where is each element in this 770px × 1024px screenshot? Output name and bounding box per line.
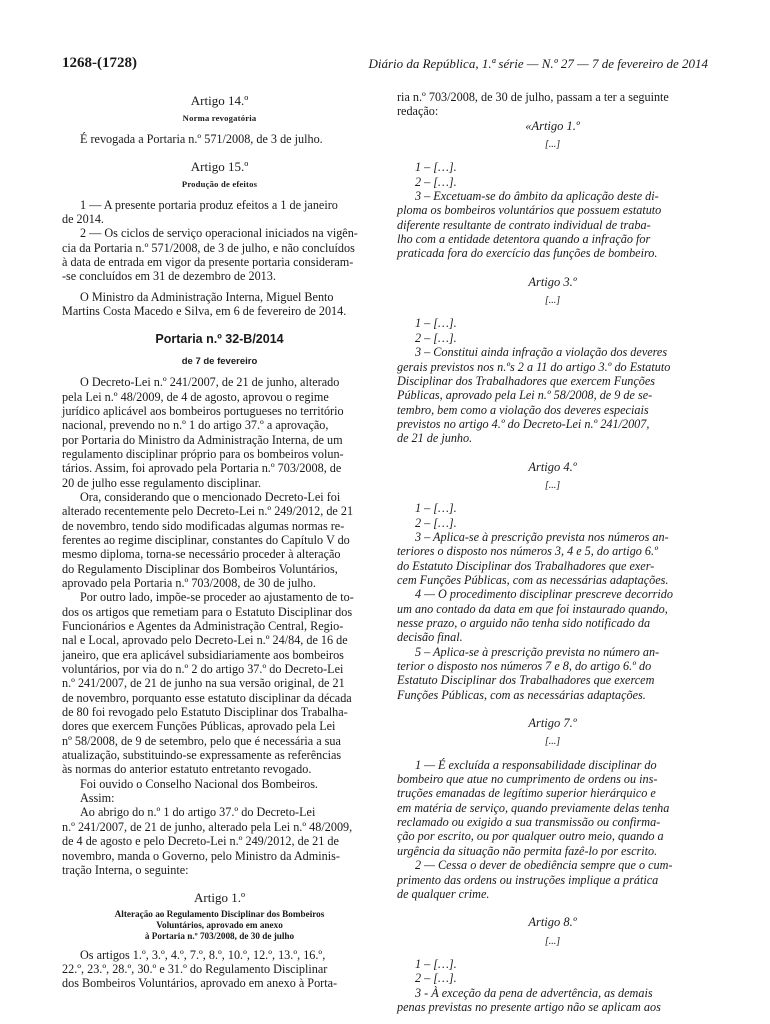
paragraph-line: voluntários, por via do n.º 2 do artigo 37.º do Decreto-Lei (62, 662, 344, 677)
paragraph-line: 4 — O procedimento disciplinar prescreve decorrido (415, 587, 673, 602)
journal-title: Diário da República, 1.ª série — N.º 27 — 7 de fevereiro de 2014 (368, 56, 708, 71)
paragraph-line: nal e Local, aprovado pelo Decreto-Lei n.º 24/84, de 16 de (62, 633, 348, 648)
article-1-subtitle: Alteração ao Regulamento Disciplinar dos Bombeiros (114, 908, 325, 919)
portaria-title: Portaria n.º 32-B/2014 (155, 332, 284, 347)
paragraph-line: 1 – […]. (415, 160, 457, 175)
paragraph-line: O Decreto-Lei n.º 241/2007, de 21 de junho, alterado (80, 375, 340, 390)
ellipsis-marker: [...] (544, 139, 561, 151)
paragraph-line: 1 — É excluída a responsabilidade disciplinar do (415, 757, 657, 772)
paragraph-line: Disciplinar dos Trabalhadores que exercem Funções (397, 373, 656, 388)
paragraph-line: Ora, considerando que o mencionado Decreto-Lei foi (80, 489, 341, 504)
paragraph-line: Assim: (80, 791, 115, 806)
paragraph-line: Funcionários e Agentes da Administração Central, Regio- (62, 619, 344, 633)
ellipsis-marker: [...] (544, 479, 561, 491)
amended-article-7-title: Artigo 7.º (528, 716, 577, 731)
paragraph-line: n.º 241/2007, de 21 de junho na sua versão original, de 21 (62, 676, 345, 691)
ellipsis-marker: [...] (544, 295, 561, 307)
amended-article-1-title: «Artigo 1.º (525, 118, 580, 133)
paragraph-line: 20 de julho esse regulamento disciplinar. (62, 475, 262, 490)
article-1-subtitle: Voluntários, aprovado em anexo (156, 919, 283, 930)
paragraph-line: de novembro, tendo sido modificadas algumas normas re- (62, 518, 345, 533)
paragraph-line: Estatuto Disciplinar dos Trabalhadores que exercem (397, 673, 655, 688)
article-1-subtitle: à Portaria n.º 703/2008, de 30 de julho (144, 930, 295, 941)
paragraph-line: previstos no artigo 4.º do Decreto-Lei n.º 241/2007, (397, 416, 650, 431)
amended-article-4-title: Artigo 4.º (528, 459, 577, 474)
paragraph-line: reclamado ou exigido a sua transmissão ou confirma- (397, 815, 661, 830)
paragraph-line: n.º 241/2007, de 21 de junho, alterado pela Lei n.º 48/2009, (62, 819, 353, 834)
paragraph-line: nesse prazo, o arguido não tenha sido notificado da (397, 616, 651, 630)
paragraph-line: de 4 de agosto e pelo Decreto-Lei n.º 249/2012, de 21 de (62, 834, 339, 849)
paragraph-line: Por outro lado, impõe-se proceder ao ajustamento de to- (80, 590, 354, 605)
paragraph-line: Os artigos 1.º, 3.º, 4.º, 7.º, 8.º, 10.º, 12.º, 13.º, 16.º, (80, 947, 326, 962)
paragraph-line: primento das ordens ou instruções implique a prática (397, 872, 659, 887)
paragraph-line: atualização, substituindo-se expressamente as referências (62, 748, 342, 763)
paragraph-line: gerais previstos nos n.ºs 2 a 11 do artigo 3.º do Estatuto (397, 359, 671, 374)
paragraph-line: 3 – Aplica-se à prescrição prevista nos números an- (415, 529, 669, 544)
paragraph-line: dores que exercem Funções Públicas, aprovado pela Lei (62, 719, 336, 734)
paragraph-line: de novembro, porquanto esse estatuto disciplinar da década (62, 690, 352, 705)
paragraph-line: ção por escrito, ou por qualquer outro meio, quando a (397, 829, 664, 844)
paragraph-line: Ao abrigo do n.º 1 do artigo 37.º do Decreto-Lei (80, 805, 316, 820)
article-14-subtitle: Norma revogatória (182, 113, 257, 124)
paragraph-line: praticada fora do exercício das funções de bombeiro. (397, 246, 658, 261)
paragraph-line: alterado recentemente pelo Decreto-Lei n.º 249/2012, de 21 (62, 504, 354, 519)
article-15-subtitle: Produção de efeitos (181, 179, 258, 190)
paragraph-line: de 80 foi revogado pelo Estatuto Disciplinar dos Trabalha- (62, 705, 348, 720)
amended-article-3-title: Artigo 3.º (528, 274, 577, 289)
paragraph-line: penas previstas no presente artigo não se aplicam aos (397, 999, 661, 1014)
paragraph-line: jurídico aplicável aos bombeiros portugueses no território (62, 403, 344, 418)
page-header (62, 55, 708, 75)
article-1-title: Artigo 1.º (194, 890, 245, 906)
paragraph-line: ria n.º 703/2008, de 30 de julho, passam a ter a seguinte (397, 90, 669, 104)
paragraph-line: 2 – […]. (415, 971, 457, 986)
paragraph-line: cia da Portaria n.º 571/2008, de 3 de julho, e não concluídos (62, 240, 355, 255)
paragraph-line: por Portaria do Ministro da Administração Interna, de um (62, 432, 343, 447)
paragraph-line: de qualquer crime. (397, 886, 490, 901)
amended-article-8-title: Artigo 8.º (528, 915, 577, 930)
paragraph-line: nº 58/2008, de 9 de setembro, pelo que é necessária a sua (62, 733, 341, 748)
ellipsis-marker: [...] (544, 736, 561, 748)
paragraph-line: teriores o disposto nos números 3, 4 e 5, do artigo 6.º (397, 544, 658, 559)
signature-line: O Ministro da Administração Interna, Miguel Bento (80, 289, 334, 304)
paragraph-line: à data de entrada em vigor da presente portaria consideram- (62, 255, 354, 270)
paragraph-line: redação: (397, 104, 439, 119)
signature-line: Martins Costa Macedo e Silva, em 6 de fevereiro de 2014. (62, 304, 347, 319)
paragraph-line: dos Bombeiros Voluntários, aprovado em anexo à Porta- (62, 976, 338, 991)
paragraph-line: janeiro, que era aplicável subsidiariamente aos bombeiros (62, 647, 344, 662)
paragraph-line: 3 – Excetuam-se do âmbito da aplicação deste di- (415, 189, 659, 204)
paragraph-line: novembro, manda o Governo, pelo Ministro da Adminis- (62, 848, 340, 863)
paragraph-line: 2 – […]. (415, 174, 457, 189)
paragraph-line: mesmo diploma, torna-se necessário proceder à alteração (62, 547, 341, 562)
paragraph-line: cem Funções Públicas, com as necessárias adaptações. (397, 572, 669, 587)
paragraph-line: bombeiro que atue no cumprimento de ordens ou ins- (397, 772, 658, 787)
paragraph-line: Funções Públicas, com as necessárias adaptações. (397, 687, 646, 702)
paragraph-line: de 2014. (62, 212, 104, 227)
paragraph-line: 22.º, 23.º, 28.º, 30.º e 31.º do Regulamento Disciplinar (62, 961, 328, 976)
paragraph-line: -se concluídos em 31 de dezembro de 2013. (62, 269, 276, 284)
paragraph-line: tração Interna, o seguinte: (62, 862, 189, 877)
paragraph-line: 1 – […]. (415, 501, 457, 516)
paragraph-line: Públicas, aprovado pela Lei n.º 58/2008, de 9 de se- (397, 388, 653, 403)
paragraph-line: tários. Assim, foi aprovado pela Portaria n.º 703/2008, de (62, 461, 342, 476)
paragraph-line: 2 – […]. (415, 330, 457, 345)
article-14-text: É revogada a Portaria n.º 571/2008, de 3 de julho. (80, 131, 323, 146)
paragraph-line: de 21 de junho. (397, 431, 473, 446)
paragraph-line: do Estatuto Disciplinar dos Trabalhadores que exer- (397, 558, 655, 573)
paragraph-line: 2 — Os ciclos de serviço operacional iniciados na vigên- (80, 226, 358, 241)
paragraph-line: Foi ouvido o Conselho Nacional dos Bombeiros. (80, 776, 318, 791)
paragraph-line: 2 — Cessa o dever de obediência sempre que o cum- (415, 858, 673, 873)
paragraph-line: truções emanadas de legítimo superior hierárquico e (397, 786, 656, 801)
paragraph-line: decisão final. (397, 630, 463, 645)
paragraph-line: 1 – […]. (415, 316, 457, 331)
right-column (397, 90, 708, 1014)
paragraph-line: urgência da situação não permita fazê-lo por escrito. (397, 843, 658, 858)
paragraph-line: tembro, bem como a violação dos deveres especiais (397, 402, 649, 417)
paragraph-line: nacional, prevendo no n.º 1 do artigo 37.º a aprovação, (62, 418, 329, 433)
paragraph-line: 1 — A presente portaria produz efeitos a 1 de janeiro (80, 197, 338, 212)
paragraph-line: aprovado pela Portaria n.º 703/2008, de 30 de julho. (62, 575, 316, 590)
paragraph-line: ploma os bombeiros voluntários que possuem estatuto (397, 203, 662, 218)
paragraph-line: 1 – […]. (415, 956, 457, 971)
paragraph-line: 2 – […]. (415, 515, 457, 530)
paragraph-line: em matéria de serviço, quando previamente delas tenha (397, 800, 670, 815)
paragraph-line: lho com a entidade detentora quando a infração for (397, 232, 651, 247)
paragraph-line: 5 – Aplica-se à prescrição prevista no número an- (415, 644, 660, 659)
ellipsis-marker: [...] (544, 935, 561, 947)
article-15-title: Artigo 15.º (190, 159, 249, 175)
portaria-date: de 7 de fevereiro (181, 355, 258, 367)
paragraph-line: às normas do anterior estatuto entretanto revogado. (62, 762, 312, 777)
paragraph-line: dos os artigos que remetiam para o Estatuto Disciplinar dos (62, 604, 353, 619)
paragraph-line: ferentes ao regime disciplinar, constantes do Capítulo V do (62, 532, 350, 547)
paragraph-line: pela Lei n.º 48/2009, de 4 de agosto, aprovou o regime (62, 389, 329, 404)
paragraph-line: regulamento disciplinar próprio para os bombeiros volun- (62, 446, 344, 461)
article-14-title: Artigo 14.º (190, 93, 249, 108)
paragraph-line: do Regulamento Disciplinar dos Bombeiros Voluntários, (62, 561, 338, 576)
page-number: 1268-(1728) (62, 55, 137, 71)
paragraph-line: 3 – Constitui ainda infração a violação dos deveres (415, 345, 668, 360)
paragraph-line: terior o disposto nos números 7 e 8, do artigo 6.º do (397, 659, 652, 674)
paragraph-line: um ano contado da data em que foi instaurado quando, (397, 601, 668, 616)
paragraph-line: diferente resultante de contrato individual de traba- (397, 217, 651, 232)
paragraph-line: 3 - À exceção da pena de advertência, as demais (415, 985, 653, 1000)
left-column (62, 90, 377, 991)
